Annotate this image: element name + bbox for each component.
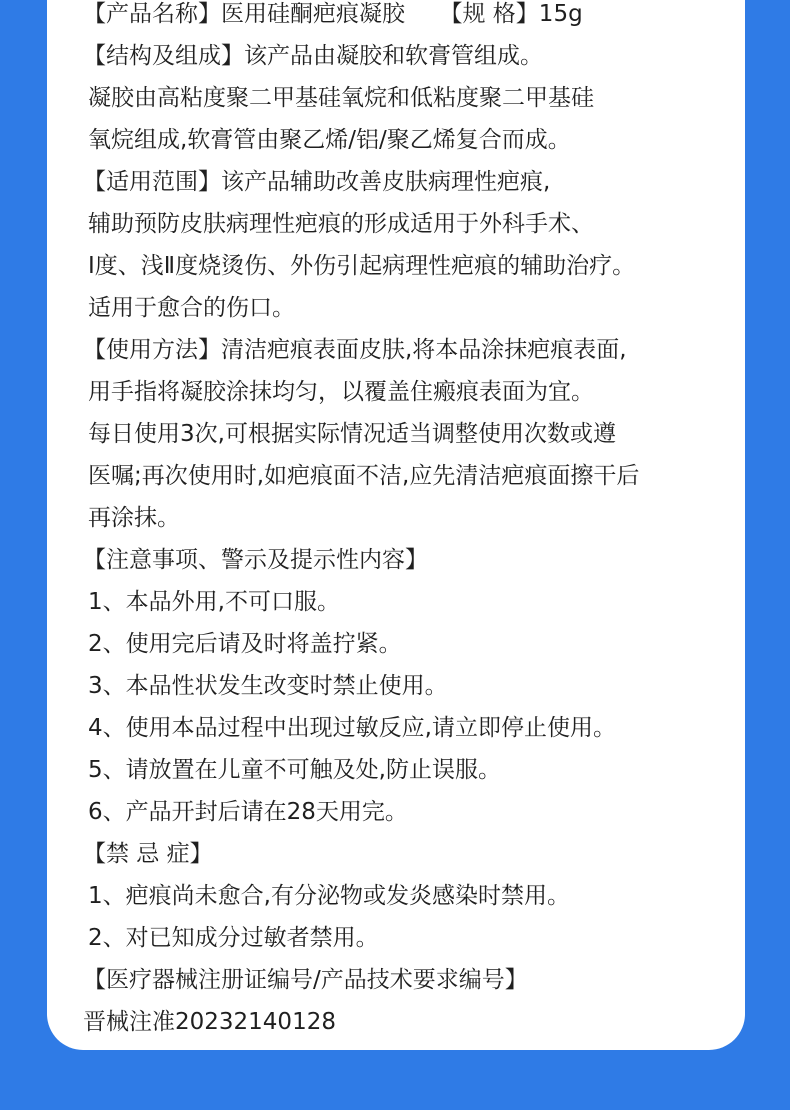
scope-text-line: 辅助预防皮肤病理性疤痕的形成适用于外科手术、: [88, 211, 594, 237]
registration-number: 晋械注准20232140128: [83, 1009, 336, 1035]
composition-text-line: 凝胶由高粘度聚二甲基硅氧烷和低粘度聚二甲基硅: [88, 85, 594, 111]
precaution-item: 2、使用完后请及时将盖拧紧。: [88, 631, 402, 657]
precaution-item: 3、本品性状发生改变时禁止使用。: [88, 673, 448, 699]
contraindication-item: 2、对已知成分过敏者禁用。: [88, 925, 379, 951]
composition-heading-line: 【结构及组成】该产品由凝胶和软膏管组成。: [83, 43, 543, 69]
precaution-item: 5、请放置在儿童不可触及处,防止误服。: [88, 757, 501, 783]
precaution-item: 6、产品开封后请在28天用完。: [88, 799, 408, 825]
composition-text-line: 氧烷组成,软膏管由聚乙烯/铝/聚乙烯复合而成。: [88, 127, 571, 153]
scope-text-line: 适用于愈合的伤口。: [88, 295, 295, 321]
contraindications-heading: 【禁 忌 症】: [83, 841, 213, 867]
precaution-item: 1、本品外用,不可口服。: [88, 589, 340, 615]
contraindication-item: 1、疤痕尚未愈合,有分泌物或发炎感染时禁用。: [88, 883, 570, 909]
usage-text-line: 再涂抹。: [88, 505, 180, 531]
product-name-line: 【产品名称】医用硅酮疤痕凝胶 【规 格】15g: [83, 1, 583, 27]
usage-text-line: 医嘱;再次使用时,如疤痕面不洁,应先清洁疤痕面擦干后: [88, 463, 640, 489]
precautions-heading-line: 【注意事项、警示及提示性内容】: [83, 547, 428, 573]
usage-heading-line: 【使用方法】清洁疤痕表面皮肤,将本品涂抹疤痕表面,: [83, 337, 627, 363]
usage-text-line: 用手指将凝胶涂抹均匀，以覆盖住瘢痕表面为宜。: [88, 379, 594, 405]
registration-heading-line: 【医疗器械注册证编号/产品技术要求编号】: [83, 967, 528, 993]
scope-text-line: I度、浅Ⅱ度烧烫伤、外伤引起病理性疤痕的辅助治疗。: [88, 253, 636, 279]
usage-text-line: 每日使用3次,可根据实际情况适当调整使用次数或遵: [88, 421, 616, 447]
scope-heading-line: 【适用范围】该产品辅助改善皮肤病理性疤痕,: [83, 169, 551, 195]
precaution-item: 4、使用本品过程中出现过敏反应,请立即停止使用。: [88, 715, 616, 741]
